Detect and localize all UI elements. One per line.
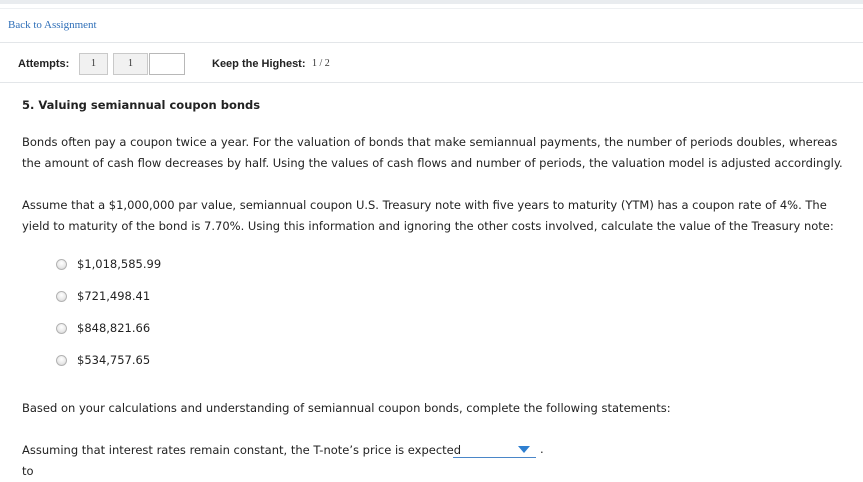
price-direction-dropdown[interactable] bbox=[453, 443, 536, 458]
radio-button[interactable] bbox=[56, 323, 67, 334]
attempts-label: Attempts: bbox=[18, 58, 70, 70]
question-prompt: Assume that a $1,000,000 par value, semiannual coupon U.S. Treasury note with five years to maturity (YTM) has a coupon rate of 4%. The yield to maturity of the bond is 7.70%. Using this information and ignoring the other costs involved, calculate the value of the Treasury note: bbox=[22, 198, 834, 233]
top-divider bbox=[0, 8, 863, 9]
keep-highest-label: Keep the Highest: bbox=[212, 58, 306, 70]
radio-button[interactable] bbox=[56, 355, 67, 366]
question-title: 5. Valuing semiannual coupon bonds bbox=[22, 98, 261, 112]
back-to-assignment-link[interactable]: Back to Assignment bbox=[8, 19, 97, 31]
answer-option-3[interactable] bbox=[56, 320, 150, 336]
option-label: $721,498.41 bbox=[77, 289, 151, 303]
intro-paragraph: Bonds often pay a coupon twice a year. For the valuation of bonds that make semiannual payments, the number of periods doubles, whereas the amount of cash flow decreases by half. Using the values of cash flows and number of periods, the valuation model is adjusted accordingly. bbox=[22, 135, 843, 170]
option-label: $534,757.65 bbox=[77, 353, 151, 367]
attempt-box-1: 1 bbox=[79, 53, 108, 75]
followup-text: Based on your calculations and understanding of semiannual coupon bonds, complete the following statements: bbox=[22, 401, 671, 415]
keep-highest-value: 1 / 2 bbox=[312, 58, 330, 69]
option-label: $848,821.66 bbox=[77, 321, 151, 335]
answer-option-1[interactable] bbox=[56, 256, 161, 272]
chevron-down-icon[interactable] bbox=[518, 446, 530, 453]
attempt-box-2: 1 bbox=[113, 53, 148, 75]
answer-option-4[interactable] bbox=[56, 352, 150, 368]
option-label: $1,018,585.99 bbox=[77, 257, 162, 271]
divider bbox=[0, 82, 863, 83]
statement-text: Assuming that interest rates remain constant, the T-note’s price is expected to bbox=[22, 443, 462, 478]
radio-button[interactable] bbox=[56, 291, 67, 302]
divider bbox=[0, 42, 863, 43]
radio-button[interactable] bbox=[56, 259, 67, 270]
top-bar bbox=[0, 0, 863, 4]
statement-period: . bbox=[540, 442, 544, 456]
answer-option-2[interactable] bbox=[56, 288, 150, 304]
attempt-box-3 bbox=[149, 53, 185, 75]
